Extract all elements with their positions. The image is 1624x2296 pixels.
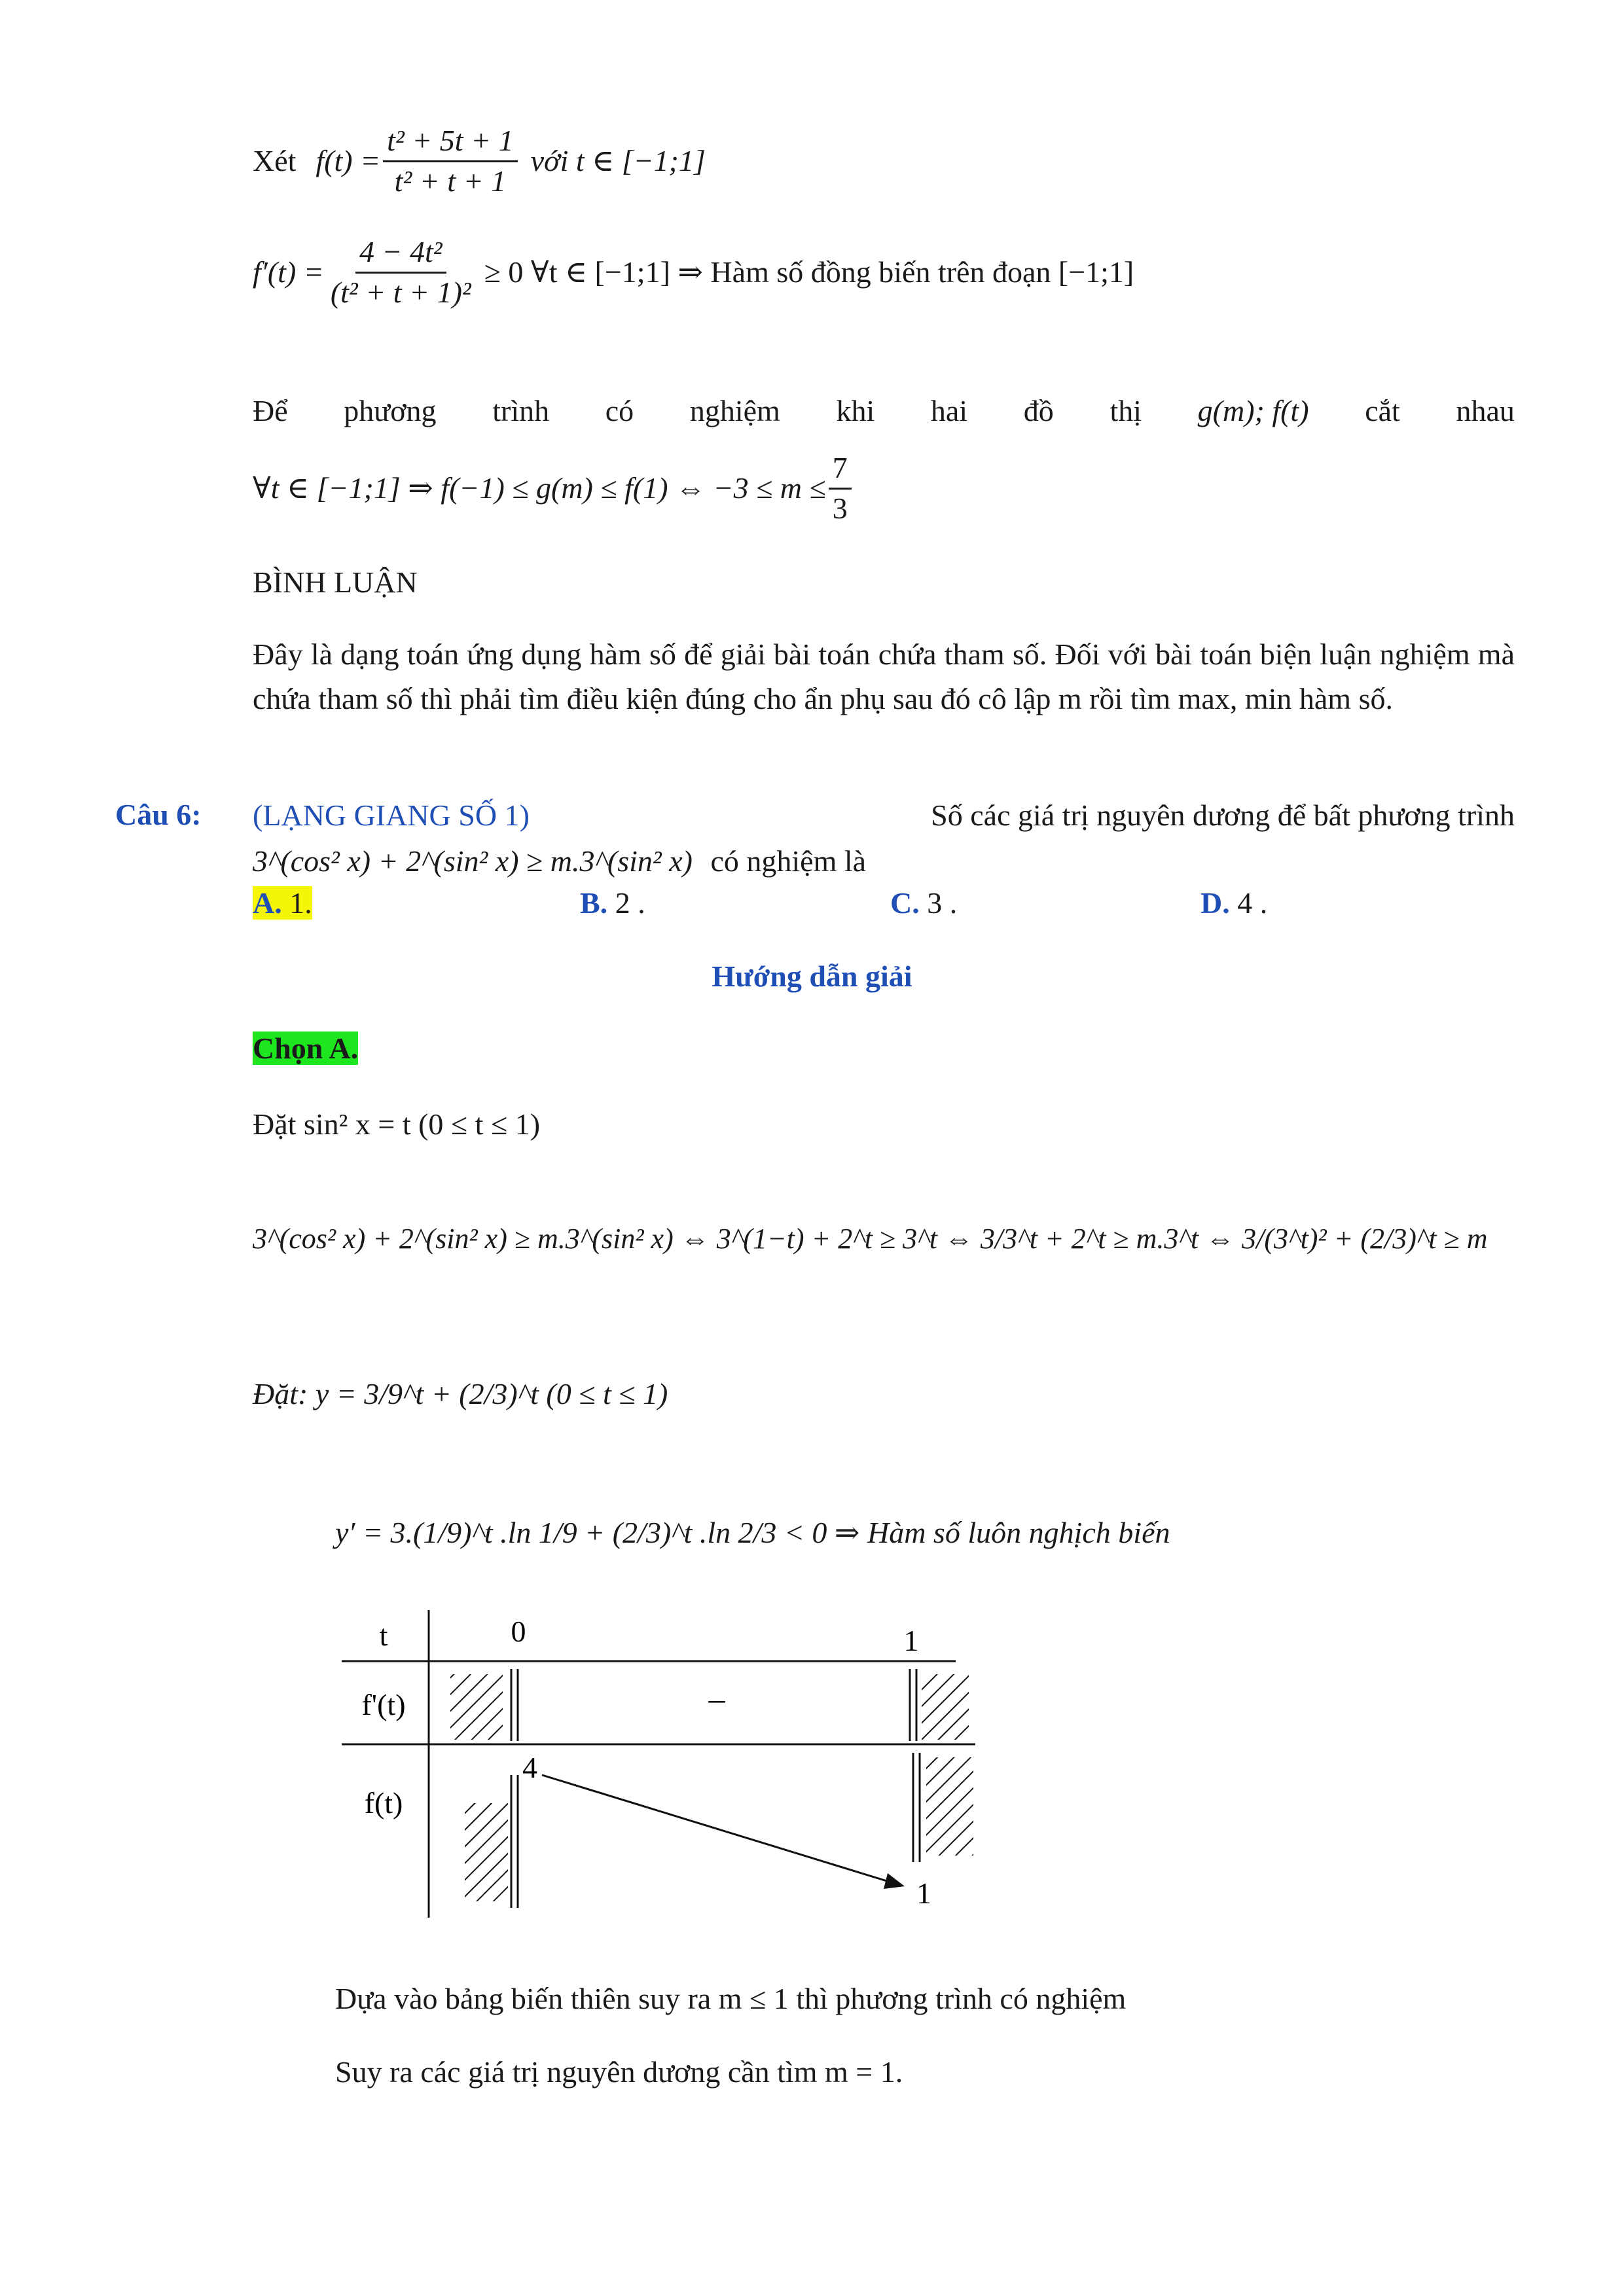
cond-word: thị xyxy=(1110,394,1142,427)
option-b[interactable] xyxy=(580,882,645,924)
question-inequality: 3^(cos² x) + 2^(sin² x) ≥ m.3^(sin² x) xyxy=(253,844,693,878)
xet-prefix: Xét xyxy=(253,143,297,177)
row-label-t: t xyxy=(379,1619,388,1652)
decreasing-arrow-head xyxy=(884,1873,905,1889)
option-b-value: 2 . xyxy=(615,886,645,920)
hatch-fp-right xyxy=(922,1674,969,1740)
f-end: 1 xyxy=(916,1876,931,1910)
option-b-label: B. xyxy=(580,886,608,920)
cond-frac-num: 7 xyxy=(829,452,852,490)
question-tail: có nghiệm là xyxy=(710,844,867,878)
comment-paragraph: Đây là dạng toán ứng dụng hàm số để giải bài toán chứa tham số. Đối với bài toán biện luận nghiệm mà chứa tham số thì phải tìm điều kiện đúng cho ẩn phụ sau đó cô lập m rồi tìm max, min hàm số. xyxy=(253,637,1515,715)
t-end: 1 xyxy=(903,1624,919,1657)
condition-line-2 xyxy=(253,452,854,525)
solution-choice xyxy=(253,1028,358,1069)
cond-line2: ∀t ∈ [−1;1] ⇒ f(−1) ≤ g(m) ≤ f(1) ⇔ −3 ≤ m ≤ xyxy=(253,471,826,505)
cond-word: trình xyxy=(492,394,550,427)
cond-word: nhau xyxy=(1456,394,1515,427)
hatch-f-left xyxy=(465,1803,508,1901)
question-line-1 xyxy=(253,795,1515,836)
option-a-label: A. xyxy=(253,886,282,920)
derivative-y: y′ = 3.(1/9)^t .ln 1/9 + (2/3)^t .ln 2/3 < 0 ⇒ Hàm số luôn nghịch biến xyxy=(335,1516,1170,1549)
condition-line-1 xyxy=(253,390,1515,432)
deriv-rhs: ≥ 0 ∀t ∈ [−1;1] ⇒ Hàm số đồng biến trên đoạn [−1;1] xyxy=(484,255,1134,289)
option-d-label: D. xyxy=(1200,886,1230,920)
conclusion-1: Dựa vào bảng biến thiên suy ra m ≤ 1 thì phương trình có nghiệm xyxy=(335,1982,1127,2015)
option-c-label: C. xyxy=(890,886,920,920)
row-label-f: f(t) xyxy=(364,1786,403,1820)
option-c-value: 3 . xyxy=(927,886,958,920)
cond-word: phương xyxy=(344,394,437,427)
question-line-2 xyxy=(253,840,866,882)
chain-line: 3^(cos² x) + 2^(sin² x) ≥ m.3^(sin² x) ⇔ 3^(1−t) + 2^t ≥ 3^t ⇔ 3/3^t + 2^t ≥ m.3^t ⇔ 3/(3^t)² + (2/3)^t ≥ m xyxy=(253,1223,1488,1255)
cond-word: Để xyxy=(253,394,288,427)
substitution-1: Đặt sin² x = t (0 ≤ t ≤ 1) xyxy=(253,1107,541,1141)
substitution-2: Đặt: y = 3/9^t + (2/3)^t (0 ≤ t ≤ 1) xyxy=(253,1377,668,1410)
xet-den: t² + t + 1 xyxy=(394,164,507,198)
option-a[interactable] xyxy=(253,882,312,924)
derivative-line xyxy=(253,236,1134,309)
t-start: 0 xyxy=(511,1615,526,1648)
conclusion-2: Suy ra các giá trị nguyên dương cần tìm m = 1. xyxy=(335,2055,903,2089)
xet-fraction xyxy=(383,124,517,198)
xet-f: f(t) = xyxy=(316,143,381,177)
option-a-value: 1. xyxy=(289,886,312,920)
xet-line xyxy=(253,124,706,198)
sign-minus: – xyxy=(708,1680,725,1717)
deriv-num: 4 − 4t² xyxy=(355,236,446,274)
variation-table xyxy=(334,1610,1028,1924)
xet-num: t² + 5t + 1 xyxy=(383,124,517,162)
question-source: (LẠNG GIANG SỐ 1) xyxy=(253,798,530,832)
choice-label: Chọn A. xyxy=(253,1031,359,1065)
row-label-fprime: f'(t) xyxy=(361,1688,406,1721)
cond-word: hai xyxy=(930,394,968,427)
hatch-fp-left xyxy=(450,1674,503,1740)
cond-word: đồ xyxy=(1023,394,1054,427)
deriv-lhs: f′(t) = xyxy=(253,255,324,289)
xet-domain: với t ∈ [−1;1] xyxy=(530,143,706,177)
option-d[interactable] xyxy=(1200,882,1267,924)
cond-frac-den: 3 xyxy=(832,491,848,525)
cond-word: cắt xyxy=(1365,394,1400,427)
cond-word: có xyxy=(605,394,634,427)
cond-word: nghiệm xyxy=(689,394,780,427)
deriv-fraction xyxy=(327,236,475,309)
cond-word: khi xyxy=(836,394,875,427)
question-text: Số các giá trị nguyên dương để bất phương trình xyxy=(931,798,1515,832)
option-d-value: 4 . xyxy=(1237,886,1268,920)
question-label: Câu 6: xyxy=(115,798,202,831)
hatch-f-right xyxy=(926,1757,973,1856)
binh-luan-heading: BÌNH LUẬN xyxy=(253,565,418,599)
cond-word-math: g(m); f(t) xyxy=(1197,394,1309,427)
cond-fraction xyxy=(829,452,852,525)
option-c[interactable] xyxy=(890,882,957,924)
decreasing-arrow-line xyxy=(542,1775,895,1884)
f-start: 4 xyxy=(522,1751,537,1784)
solution-heading: Hướng dẫn giải xyxy=(712,960,912,993)
deriv-den: (t² + t + 1)² xyxy=(330,275,471,309)
